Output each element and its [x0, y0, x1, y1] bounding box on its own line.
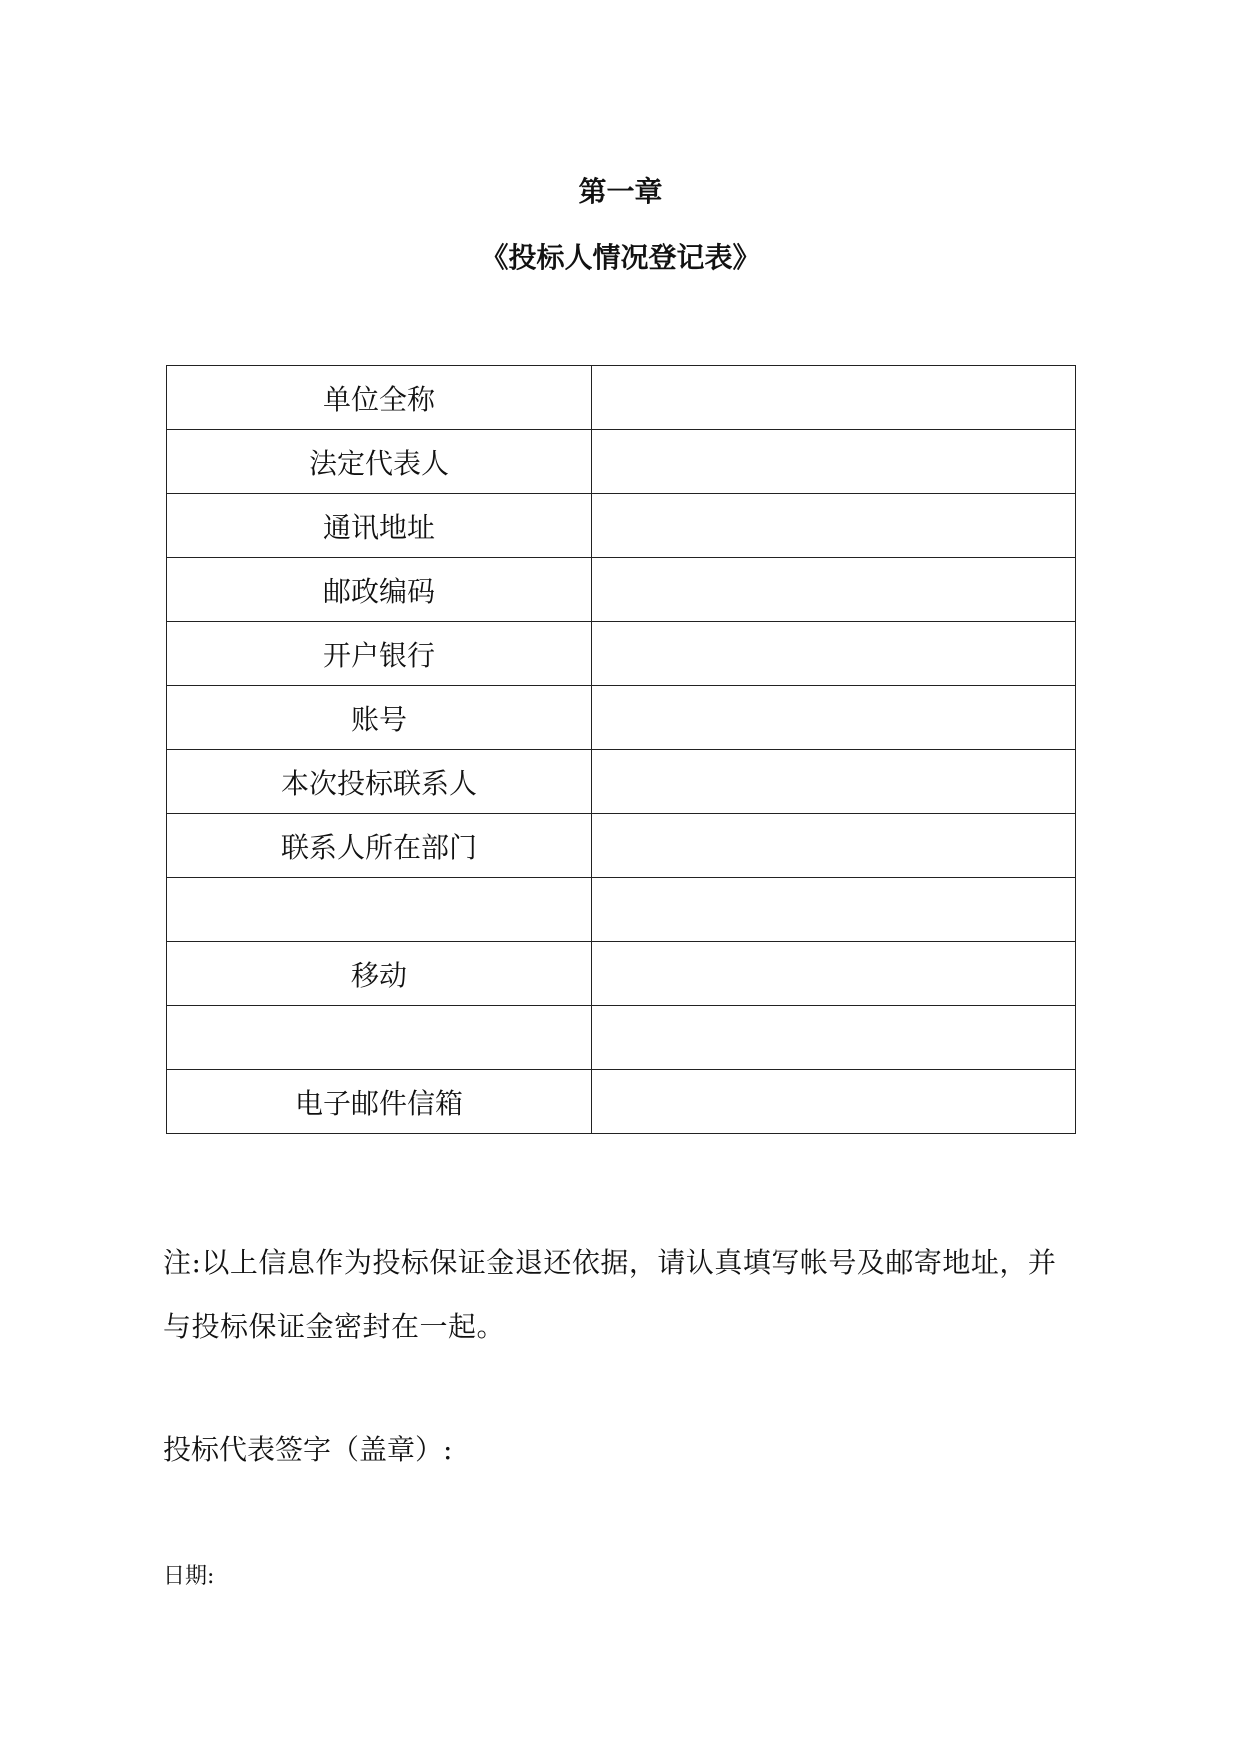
- table-row: [167, 814, 1076, 878]
- field-label: [167, 878, 592, 942]
- date-label: 日期:: [163, 1564, 215, 1589]
- document-title: 《投标人情况登记表》: [480, 241, 761, 274]
- registration-table: [166, 365, 1076, 1134]
- table-row: [167, 1070, 1076, 1134]
- field-value[interactable]: [592, 1006, 1076, 1070]
- field-label: 联系人所在部门: [167, 814, 592, 878]
- table-row: [167, 558, 1076, 622]
- field-value[interactable]: [592, 750, 1076, 814]
- table-row: [167, 622, 1076, 686]
- field-label: [167, 1006, 592, 1070]
- field-label: 开户银行: [167, 622, 592, 686]
- table-row: [167, 942, 1076, 1006]
- field-label: 通讯地址: [167, 494, 592, 558]
- field-value[interactable]: [592, 814, 1076, 878]
- field-value[interactable]: [592, 878, 1076, 942]
- field-value[interactable]: [592, 1070, 1076, 1134]
- table-row: [167, 878, 1076, 942]
- table-row: [167, 686, 1076, 750]
- field-label: 电子邮件信箱: [167, 1070, 592, 1134]
- field-label: 本次投标联系人: [167, 750, 592, 814]
- table-row: [167, 366, 1076, 430]
- field-value[interactable]: [592, 622, 1076, 686]
- field-label: 单位全称: [167, 366, 592, 430]
- field-label: 法定代表人: [167, 430, 592, 494]
- chapter-heading: 第一章: [578, 175, 663, 208]
- field-value[interactable]: [592, 366, 1076, 430]
- table-row: [167, 494, 1076, 558]
- field-value[interactable]: [592, 430, 1076, 494]
- field-value[interactable]: [592, 686, 1076, 750]
- field-value[interactable]: [592, 558, 1076, 622]
- field-label: 账号: [167, 686, 592, 750]
- table-row: [167, 750, 1076, 814]
- table-row: [167, 430, 1076, 494]
- field-label: 移动: [167, 942, 592, 1006]
- field-value[interactable]: [592, 494, 1076, 558]
- table-row: [167, 1006, 1076, 1070]
- field-label: 邮政编码: [167, 558, 592, 622]
- note-text: 注:以上信息作为投标保证金退还依据，请认真填写帐号及邮寄地址，并与投标保证金密封在一起。: [163, 1246, 1057, 1343]
- signature-label: 投标代表签字（盖章）:: [163, 1433, 453, 1466]
- field-value[interactable]: [592, 942, 1076, 1006]
